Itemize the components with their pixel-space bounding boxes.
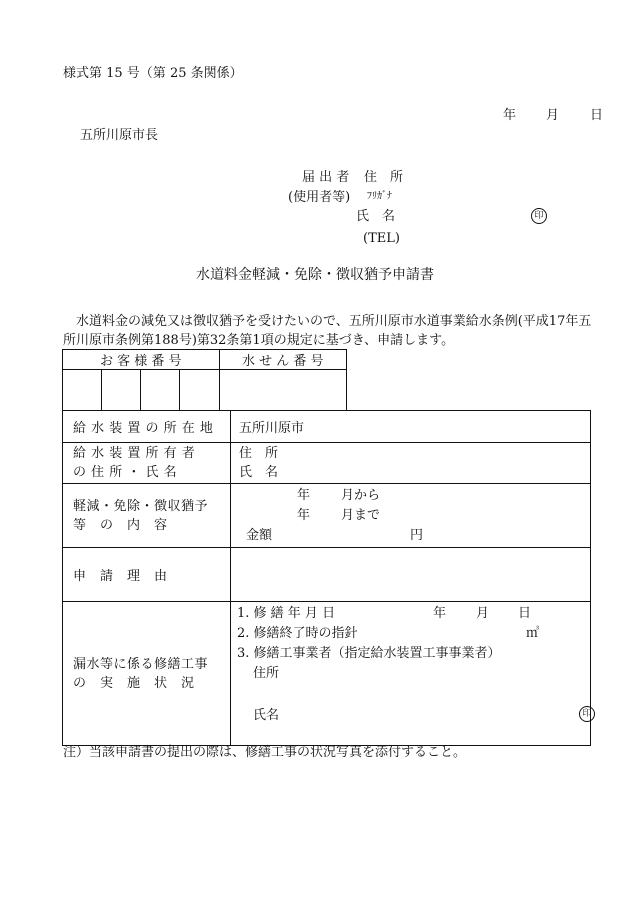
location-value[interactable]: 五所川原市 xyxy=(231,411,591,443)
reduction-value[interactable] xyxy=(231,484,591,548)
reduction-yen-label: 円 xyxy=(410,528,424,543)
reason-label: 申 請 理 由 xyxy=(63,548,231,602)
repair-date-month: 月 xyxy=(476,606,490,621)
repair-label-line1: 漏水等に係る修繕工事 xyxy=(73,656,209,672)
reduction-to-month: 月まで xyxy=(341,508,381,523)
repair-value[interactable] xyxy=(231,602,591,746)
owner-value[interactable] xyxy=(231,443,591,484)
reduction-amount-label: 金額 xyxy=(246,528,273,543)
reduction-to-year: 年 xyxy=(297,508,311,523)
reason-value[interactable] xyxy=(231,548,591,602)
repair-meter-unit: ㎥ xyxy=(526,626,540,641)
reduction-label xyxy=(63,484,231,548)
repair-seal: 印 xyxy=(579,706,595,722)
owner-label xyxy=(63,443,231,484)
footnote: 注）当該申請書の提出の際は、修繕工事の状況写真を添付すること。 xyxy=(63,745,467,760)
repair-label xyxy=(63,602,231,746)
owner-label-line2: の 住 所 ・ 氏 名 xyxy=(73,465,178,480)
repair-contractor-label: 3. 修繕工事業者（指定給水装置工事事業者） xyxy=(237,646,501,661)
repair-label-line2: の 実 施 状 況 xyxy=(73,675,195,691)
customer-number-cell-4[interactable] xyxy=(180,370,219,411)
application-table xyxy=(62,410,591,746)
reduction-label-line1: 軽減・免除・徴収猶予 xyxy=(73,498,209,514)
meter-number-header: 水 せ ん 番 号 xyxy=(219,350,347,370)
applicant-name-label: 氏 名 xyxy=(356,209,396,224)
customer-number-cell-3[interactable] xyxy=(141,370,180,411)
customer-number-cell-1[interactable] xyxy=(63,370,102,411)
applicant-label: 届 出 者 xyxy=(302,170,350,185)
meter-number-cell[interactable] xyxy=(219,370,347,411)
applicant-furigana-label: ﾌﾘｶﾞﾅ xyxy=(367,191,392,202)
owner-address-label: 住 所 xyxy=(239,446,279,461)
customer-number-header: お 客 様 番 号 xyxy=(63,350,220,370)
applicant-tel-label: (TEL) xyxy=(363,231,400,246)
repair-date-year: 年 xyxy=(433,606,447,621)
repair-date-day: 日 xyxy=(518,606,532,621)
repair-date-label: 1. 修 繕 年 月 日 xyxy=(237,606,336,621)
reduction-from-month: 月から xyxy=(341,488,381,503)
repair-meter-label: 2. 修繕終了時の指針 xyxy=(237,626,358,641)
customer-number-cell-2[interactable] xyxy=(102,370,141,411)
applicant-paren-label: (使用者等) xyxy=(288,190,351,205)
reduction-from-year: 年 xyxy=(297,488,311,503)
location-label: 給 水 装 置 の 所 在 地 xyxy=(63,411,231,443)
owner-label-line1: 給 水 装 置 所 有 者 xyxy=(73,446,196,461)
form-number: 様式第 15 号（第 25 条関係） xyxy=(63,66,243,81)
page-title: 水道料金軽減・免除・徴収猶予申請書 xyxy=(196,267,434,283)
addressee: 五所川原市長 xyxy=(80,128,159,143)
applicant-address-label: 住 所 xyxy=(364,170,404,185)
applicant-seal: 印 xyxy=(531,208,547,224)
body-text: 水道料金の減免又は徴収猶予を受けたいので、五所川原市水道事業給水条例(平成17年五所川原市条例第188号)第32条第1項の規定に基づき、申請します。 xyxy=(63,314,592,348)
repair-contractor-address-label: 住所 xyxy=(253,666,280,681)
date-year-label: 年 xyxy=(503,108,517,123)
repair-contractor-name-label: 氏名 xyxy=(253,708,280,723)
number-table xyxy=(62,349,347,411)
reduction-label-line2: 等 の 内 容 xyxy=(73,517,168,533)
owner-name-label: 氏 名 xyxy=(239,465,279,480)
date-month-label: 月 xyxy=(546,108,560,123)
date-day-label: 日 xyxy=(590,108,604,123)
